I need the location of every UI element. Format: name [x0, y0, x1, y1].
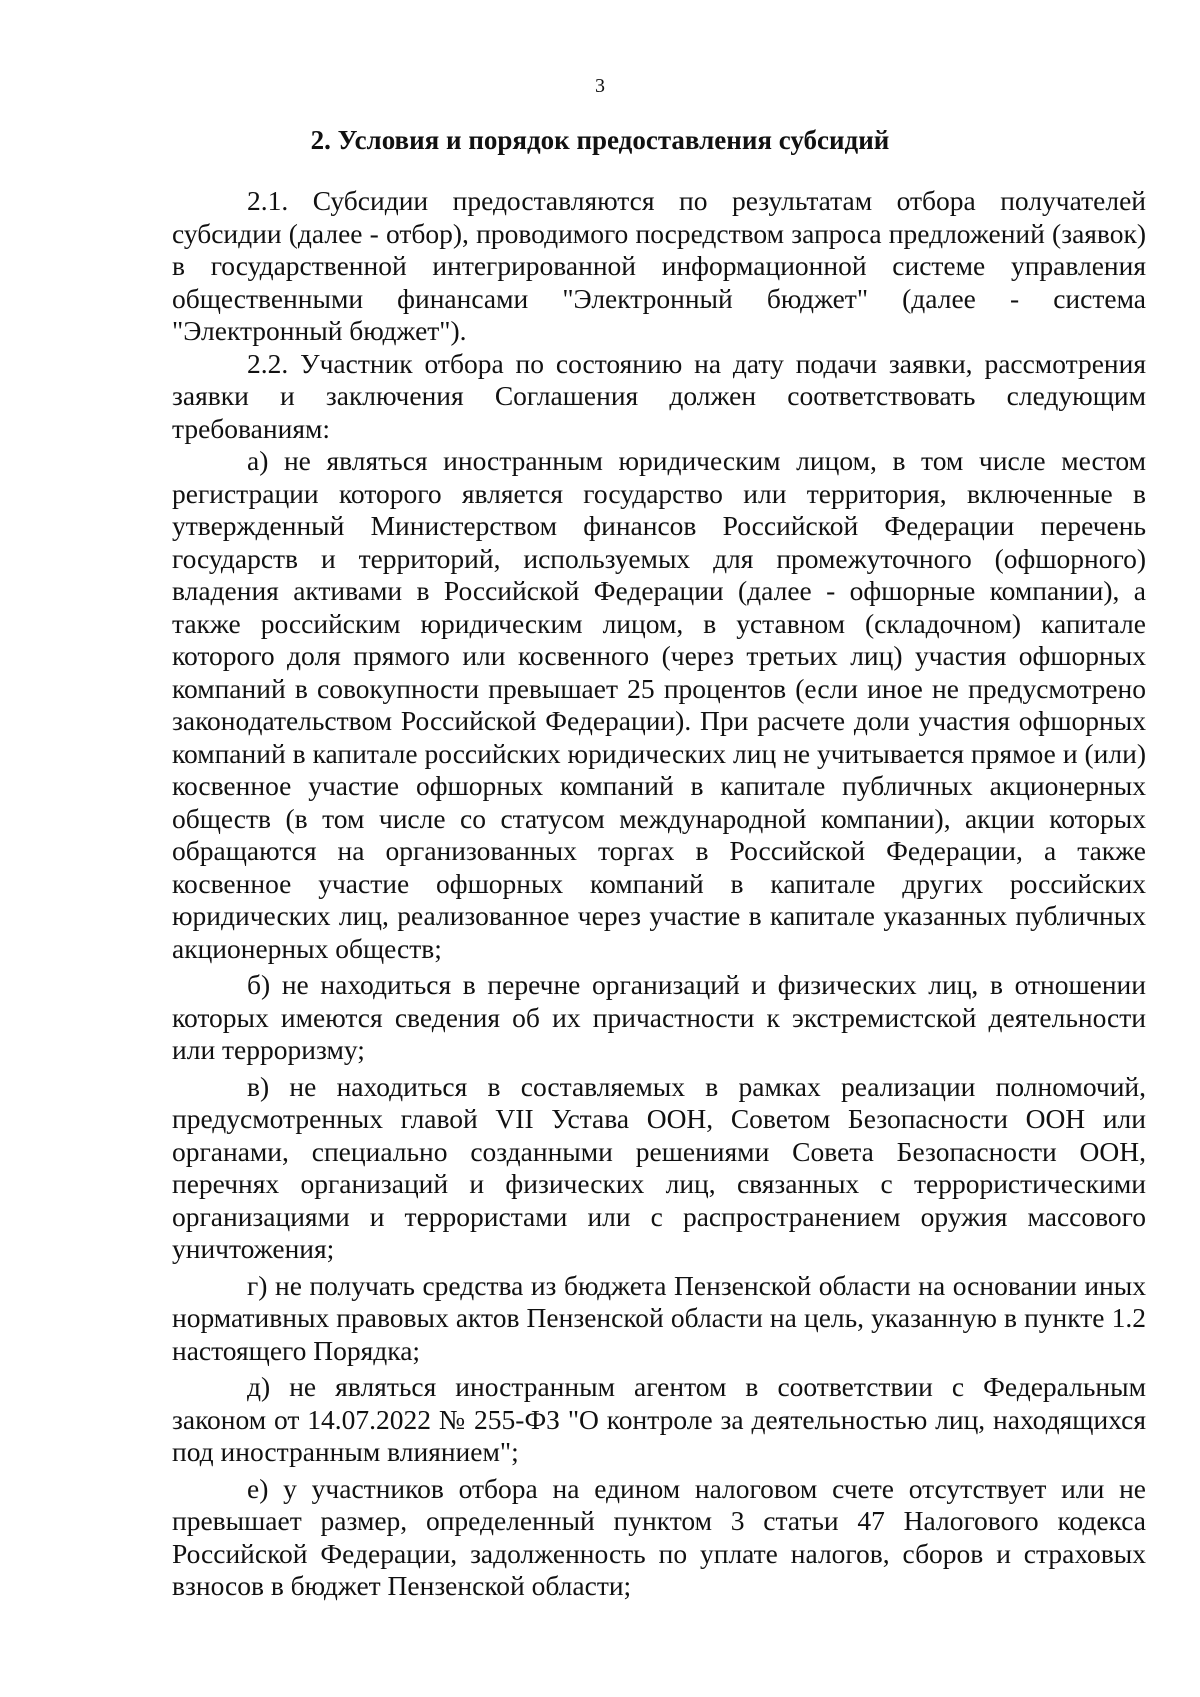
paragraph-2-2: 2.2. Участник отбора по состоянию на дату подачи заявки, рассмотрения заявки и заключения Соглашения должен соответствовать следующим требованиям:: [172, 347, 1146, 444]
document-body: [172, 185, 1146, 1603]
paragraph-2-1: 2.1. Субсидии предоставляются по результатам отбора получателей субсидии (далее - отбор), проводимого посредством запроса предложений (заявок) в государственной интегрированной информационной системе управления общественными финансами "Электронный бюджет" (далее - система "Электронный бюджет").: [172, 185, 1146, 346]
item-d: д) не являться иностранным агентом в соответствии с Федеральным законом от 14.07.2022 № 255-ФЗ "О контроле за деятельностью лиц, находящихся под иностранным влиянием";: [172, 1371, 1146, 1467]
item-g: г) не получать средства из бюджета Пензенской области на основании иных нормативных правовых актов Пензенской области на цель, указанную в пункте 1.2 настоящего Порядка;: [172, 1269, 1146, 1366]
page-number: 3: [595, 75, 605, 97]
section-heading: 2. Условия и порядок предоставления субсидий: [310, 125, 890, 155]
item-a: а) не являться иностранным юридическим лицом, в том числе местом регистрации которого является государство или территория, включенные в утвержденный Министерством финансов Российской Федерации перечень государств и территорий, используемых для промежуточного (офшорного) владения активами в Российской Федерации (далее - офшорные компании), а также российским юридическим лицом, в уставном (складочном) капитале которого доля прямого или косвенного (через третьих лиц) участия офшорных компаний в совокупности превышает 25 процентов (если иное не предусмотрено законодательством Российской Федерации). При расчете доли участия офшорных компаний в капитале российских юридических лиц не учитывается прямое и (или) косвенное участие офшорных компаний в капитале публичных акционерных обществ (в том числе со статусом международной компании), акции которых обращаются на организованных торгах в Российской Федерации, а также косвенное участие офшорных компаний в капитале других российских юридических лиц, реализованное через участие в капитале указанных публичных акционерных обществ;: [172, 445, 1146, 964]
item-e: е) у участников отбора на едином налоговом счете отсутствует или не превышает размер, определенный пунктом 3 статьи 47 Налогового кодекса Российской Федерации, задолженность по уплате налогов, сборов и страховых взносов в бюджет Пензенской области;: [172, 1472, 1146, 1601]
item-b: б) не находиться в перечне организаций и физических лиц, в отношении которых имеются сведения об их причастности к экстремистской деятельности или терроризму;: [172, 969, 1146, 1065]
item-v: в) не находиться в составляемых в рамках реализации полномочий, предусмотренных главой VII Устава ООН, Советом Безопасности ООН или органами, специально созданными решениями Совета Безопасности ООН, перечнях организаций и физических лиц, связанных с террористическими организациями и террористами или с распространением оружия массового уничтожения;: [172, 1070, 1146, 1264]
